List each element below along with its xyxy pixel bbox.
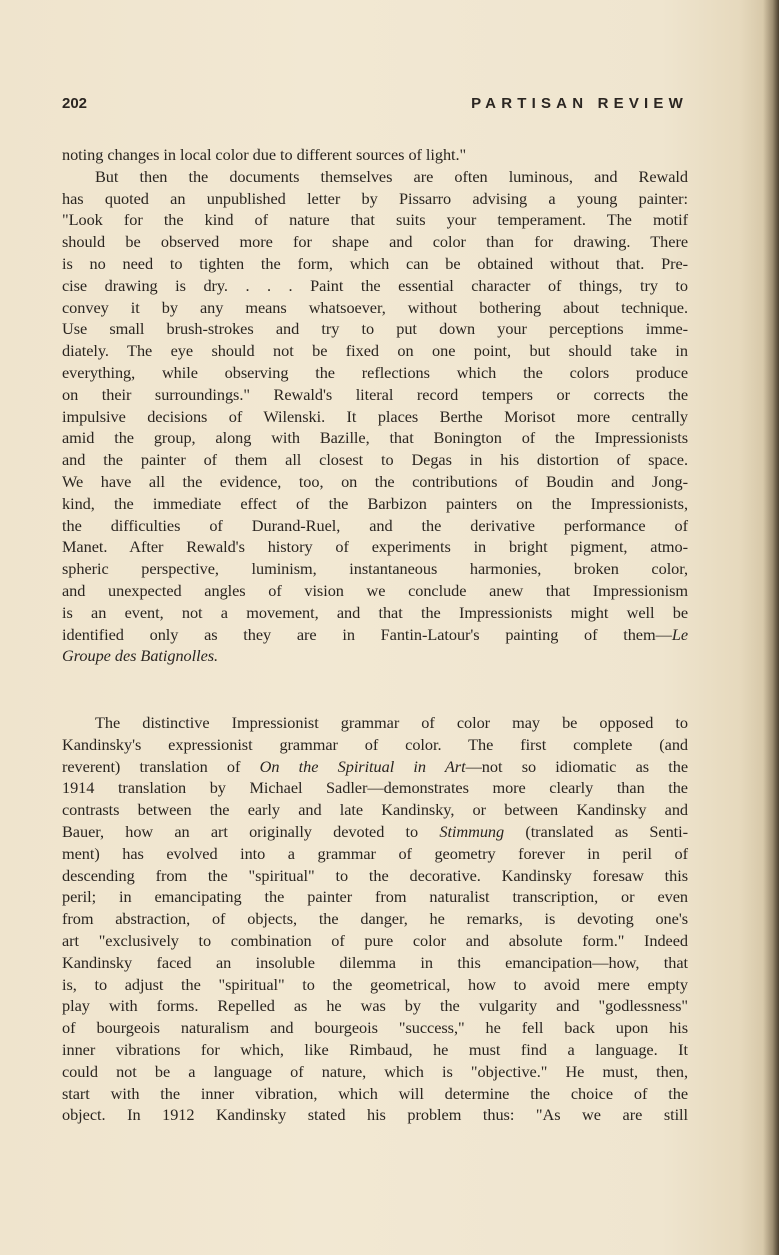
text-line: [62, 558, 688, 580]
text-line: [62, 995, 688, 1017]
line-text: spheric perspective, luminism, instantaneous harmonies, broken color,: [62, 559, 688, 579]
line-text: from abstraction, of objects, the danger, he remarks, is devoting one's: [62, 909, 688, 929]
italic-title: Le: [671, 624, 688, 644]
text-line: [62, 166, 688, 188]
text-line: [62, 734, 688, 756]
text-line: [62, 515, 688, 537]
line-text: convey it by any means whatsoever, without bothering about technique.: [62, 297, 688, 317]
line-text: peril; in emancipating the painter from naturalist transcription, or even: [62, 887, 688, 907]
text-line: [62, 471, 688, 493]
text-line: [62, 406, 688, 428]
text-line: [62, 777, 688, 799]
line-text: But then the documents themselves are often luminous, and Rewald: [95, 166, 688, 186]
line-text: object. In 1912 Kandinsky stated his problem thus: "As we are still: [62, 1105, 688, 1125]
page-gutter-shadow: [763, 0, 779, 1255]
text-line: [62, 209, 688, 231]
line-text: inner vibrations for which, like Rimbaud, he must find a language. It: [62, 1039, 688, 1059]
line-text: The distinctive Impressionist grammar of color may be opposed to: [95, 713, 688, 732]
page-number: 202: [62, 95, 88, 112]
text-line: [62, 275, 688, 297]
text-line: [62, 756, 688, 778]
text-line: [62, 536, 688, 558]
text-line: [62, 930, 688, 952]
text-line: [62, 645, 688, 667]
italic-title: Stimmung: [439, 821, 505, 841]
line-text: Manet. After Rewald's history of experiments in bright pigment, atmo-: [62, 537, 688, 557]
line-text: kind, the immediate effect of the Barbizon painters on the Impressionists,: [62, 493, 688, 513]
line-text: Kandinsky's expressionist grammar of color. The first complete (and: [62, 734, 688, 754]
text-line: [62, 712, 688, 734]
text-line: [62, 449, 688, 471]
line-text: art "exclusively to combination of pure color and absolute form." Indeed: [62, 930, 688, 950]
line-text: noting changes in local color due to different sources of light.": [62, 145, 467, 164]
text-line: [62, 427, 688, 449]
text-line: [62, 886, 688, 908]
line-text: diately. The eye should not be fixed on one point, but should take in: [62, 341, 688, 361]
paragraph-rewald-review: [62, 144, 688, 667]
line-text: the difficulties of Durand-Ruel, and the derivative performance of: [62, 515, 688, 535]
text-line: [62, 340, 688, 362]
running-head: [62, 95, 688, 117]
line-text: identified only as they are in Fantin-Latour's painting of them—: [62, 624, 672, 644]
text-line: [62, 144, 688, 166]
text-line: [62, 821, 688, 843]
line-text: has quoted an unpublished letter by Pissarro advising a young painter:: [62, 188, 688, 208]
text-line: [62, 1061, 688, 1083]
line-text: Use small brush-strokes and try to put down your perceptions imme-: [62, 319, 688, 339]
line-text: is no need to tighten the form, which can be obtained without that. Pre-: [62, 253, 688, 273]
text-line: [62, 952, 688, 974]
line-text: ment) has evolved into a grammar of geometry forever in peril of: [62, 843, 688, 863]
line-text: reverent) translation of: [62, 756, 260, 776]
line-text: is an event, not a movement, and that the Impressionists might well be: [62, 602, 688, 622]
line-text: impulsive decisions of Wilenski. It places Berthe Morisot more centrally: [62, 406, 688, 426]
line-text: is, to adjust the "spiritual" to the geometrical, how to avoid mere empty: [62, 974, 688, 994]
line-text: could not be a language of nature, which is "objective." He must, then,: [62, 1061, 688, 1081]
line-text: on their surroundings." Rewald's literal record tempers or corrects the: [62, 384, 688, 404]
line-text: "Look for the kind of nature that suits your temperament. The motif: [62, 210, 688, 230]
text-line: [62, 1017, 688, 1039]
paragraph-kandinsky: [62, 712, 688, 1126]
line-text: Bauer, how an art originally devoted to: [62, 821, 440, 841]
text-line: [62, 624, 688, 646]
text-line: [62, 1104, 688, 1126]
line-text-after: —not so idiomatic as the: [465, 756, 689, 776]
text-line: [62, 231, 688, 253]
text-line: [62, 580, 688, 602]
text-line: [62, 362, 688, 384]
italic-title: Groupe des Batignolles.: [62, 646, 219, 666]
line-text: start with the inner vibration, which will determine the choice of the: [62, 1083, 688, 1103]
text-line: [62, 253, 688, 275]
text-line: [62, 188, 688, 210]
line-text: We have all the evidence, too, on the contributions of Boudin and Jong-: [62, 471, 688, 491]
text-line: [62, 602, 688, 624]
line-text: amid the group, along with Bazille, that Bonington of the Impressionists: [62, 428, 688, 448]
italic-title: On the Spiritual in Art: [259, 756, 466, 776]
text-line: [62, 384, 688, 406]
line-text: and the painter of them all closest to Degas in his distortion of space.: [62, 450, 688, 470]
line-text: everything, while observing the reflections which the colors produce: [62, 362, 688, 382]
text-line: [62, 865, 688, 887]
line-text: Kandinsky faced an insoluble dilemma in this emancipation—how, that: [62, 952, 688, 972]
text-line: [62, 297, 688, 319]
text-line: [62, 908, 688, 930]
text-line: [62, 974, 688, 996]
text-line: [62, 1039, 688, 1061]
text-line: [62, 493, 688, 515]
line-text: play with forms. Repelled as he was by the vulgarity and "godlessness": [62, 996, 688, 1016]
line-text: of bourgeois naturalism and bourgeois "success," he fell back upon his: [62, 1018, 688, 1038]
text-line: [62, 1083, 688, 1105]
line-text-after: (translated as Senti-: [504, 821, 689, 841]
line-text: and unexpected angles of vision we conclude anew that Impressionism: [62, 580, 688, 600]
line-text: 1914 translation by Michael Sadler—demonstrates more clearly than the: [62, 778, 688, 798]
line-text: descending from the "spiritual" to the decorative. Kandinsky foresaw this: [62, 865, 688, 885]
line-text: cise drawing is dry. . . . Paint the essential character of things, try to: [62, 275, 688, 295]
text-line: [62, 318, 688, 340]
line-text: should be observed more for shape and color than for drawing. There: [62, 232, 688, 252]
line-text: contrasts between the early and late Kandinsky, or between Kandinsky and: [62, 800, 688, 820]
text-line: [62, 799, 688, 821]
text-line: [62, 843, 688, 865]
journal-title: PARTISAN REVIEW: [471, 95, 688, 112]
